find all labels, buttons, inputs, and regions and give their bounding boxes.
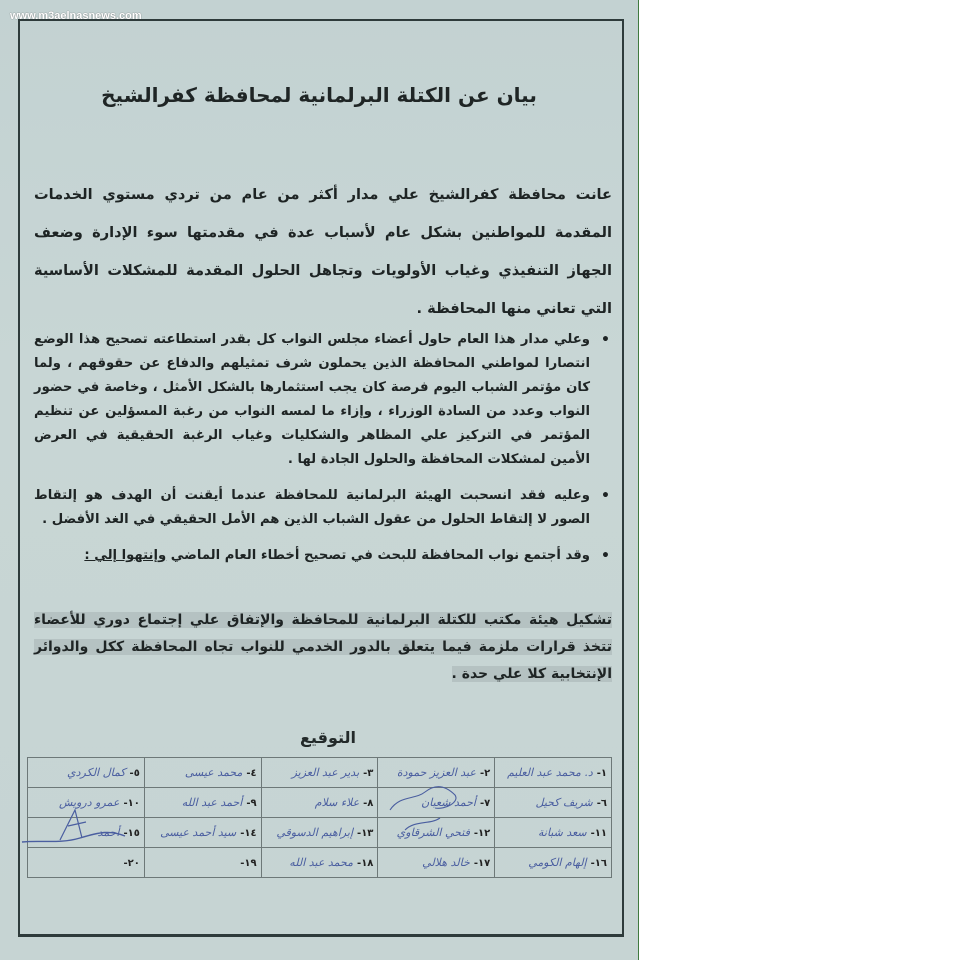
resolution-paragraph [34, 607, 612, 688]
signature-number: ١٢- [473, 828, 491, 839]
bullet-list [34, 328, 612, 568]
signature-number: ١٩- [240, 858, 257, 869]
bullet-text: وعليه فقد انسحبت الهيئة البرلمانية للمحافظة عندما أيقنت أن الهدف هو إلتقاط الصور لا إلتقاط الحلول من عقول الشباب الذين هم الأمل الحقيقي في الغد الأفضل . [34, 488, 590, 527]
signature-cell [378, 848, 495, 878]
bullet-item [34, 328, 612, 472]
signature-number: ١- [596, 768, 607, 779]
signature: أحمد عبد الله [181, 796, 243, 809]
table-row [28, 818, 612, 848]
signature-number: ٣- [363, 768, 374, 779]
table-row [28, 788, 612, 818]
signature: عبد العزيز حمودة [396, 766, 476, 779]
signature-number: ٥- [129, 768, 140, 779]
signature-cell [378, 758, 495, 788]
signature-cell [28, 818, 145, 848]
signature-number: ٤- [246, 768, 257, 779]
signature-cell [378, 818, 495, 848]
signature-cell [28, 758, 145, 788]
signature: عمرو درويش [59, 796, 120, 809]
signature-cell [144, 788, 261, 818]
bullet-icon: • [601, 548, 610, 564]
signature-cell [261, 818, 378, 848]
signature-cell [378, 788, 495, 818]
signature-number: ١٠- [123, 798, 140, 809]
signature: محمد عبد الله [289, 856, 354, 869]
signature-title: التوقيع [300, 728, 356, 747]
signature: إبراهيم الدسوقي [276, 826, 354, 839]
signature: سيد أحمد عيسى [160, 826, 237, 839]
signature: كمال الكردي [67, 766, 126, 779]
signature: إلهام الكومي [528, 856, 587, 869]
signature-cell [495, 818, 612, 848]
signature-cell [28, 848, 145, 878]
signature: بدير عبد العزيز [291, 766, 360, 779]
signature-number: ٢٠- [123, 858, 140, 869]
signature-number: ١٨- [357, 858, 374, 869]
signature-number: ١٣- [357, 828, 374, 839]
signature-cell [144, 818, 261, 848]
signature: خالد هلالي [422, 856, 470, 869]
watermark: www.m3aelnasnews.com [10, 10, 142, 22]
signature-number: ١٧- [473, 858, 491, 869]
signature-cell [28, 788, 145, 818]
table-row [28, 848, 612, 878]
bullet-item [34, 484, 612, 532]
signature-cell [495, 848, 612, 878]
bullet-icon: • [601, 332, 610, 348]
signature-number: ١٥- [123, 828, 140, 839]
signature-number: ١٦- [590, 858, 607, 869]
bullet-icon: • [601, 488, 610, 504]
intro-paragraph: عانت محافظة كفرالشيخ علي مدار أكثر من عام من تردي مستوي الخدمات المقدمة للمواطنين بشكل عام لأسباب عدة في مقدمتها سوء الإدارة وضعف الجهاز التنفيذي وغياب الأولويات وتجاهل الحلول المقدمة للمشكلات الأساسية التي تعاني منها المحافظة . [34, 186, 612, 317]
signature-number: ٧- [479, 798, 491, 809]
signature-cell [495, 758, 612, 788]
signature-number: ٩- [246, 798, 257, 809]
signature: أحمد [97, 826, 120, 839]
signature-table [27, 757, 612, 878]
signature-number: ٢- [479, 768, 491, 779]
signature-cell [261, 848, 378, 878]
bullet-text: وعلي مدار هذا العام حاول أعضاء مجلس النواب كل بقدر استطاعته تصحيح هذا الوضع انتصارا لمواطني المحافظة الذين يحملون شرف تمثيلهم والدفاع عن حقوقهم ، ولما كان مؤتمر الشباب اليوم فرصة كان يجب استثمارها بالشكل الأمثل ، وخاصة في حضور النواب وعدد من السادة الوزراء ، وإزاء ما لمسه النواب من رغبة المسؤلين عن تنظيم المؤتمر في التركيز علي المظاهر والشكليات وغياب الرغبة الحقيقية في العرض الأمين لمشكلات المحافظة والحلول الجادة لها . [34, 332, 590, 467]
signature: شريف كحيل [535, 796, 593, 809]
signature: فتحي الشرقاوي [396, 826, 470, 839]
document-title: بيان عن الكتلة البرلمانية لمحافظة كفرالشيخ [101, 83, 537, 107]
signature: سعد شبانة [537, 826, 587, 839]
bullet-text: وقد أجتمع نواب المحافظة للبحث في تصحيح أخطاء العام الماضي [170, 548, 590, 563]
signature: علاء سلام [314, 796, 360, 809]
signature-number: ١٤- [240, 828, 257, 839]
resolution-text: تشكيل هيئة مكتب للكتلة البرلمانية للمحافظة والإتفاق علي إجتماع دوري للأعضاء تتخذ قرارات ملزمة فيما يتعلق بالدور الخدمي للنواب تجاه المحافظة ككل والدوائر الإنتخابية كلا علي حدة . [34, 612, 612, 682]
signature-cell [261, 758, 378, 788]
table-row [28, 758, 612, 788]
signature: د. محمد عبد العليم [507, 766, 593, 779]
bullet-underlined-text: وإنتهوا إلي : [84, 548, 167, 563]
signature-cell [144, 848, 261, 878]
signature: أحمد شعبان [421, 796, 476, 809]
signature-number: ٦- [596, 798, 607, 809]
signature-cell [495, 788, 612, 818]
signature-number: ١١- [590, 828, 607, 839]
signature-cell [144, 758, 261, 788]
signature: محمد عيسى [184, 766, 243, 779]
signature-cell [261, 788, 378, 818]
signature-number: ٨- [363, 798, 374, 809]
bullet-item [34, 544, 612, 568]
